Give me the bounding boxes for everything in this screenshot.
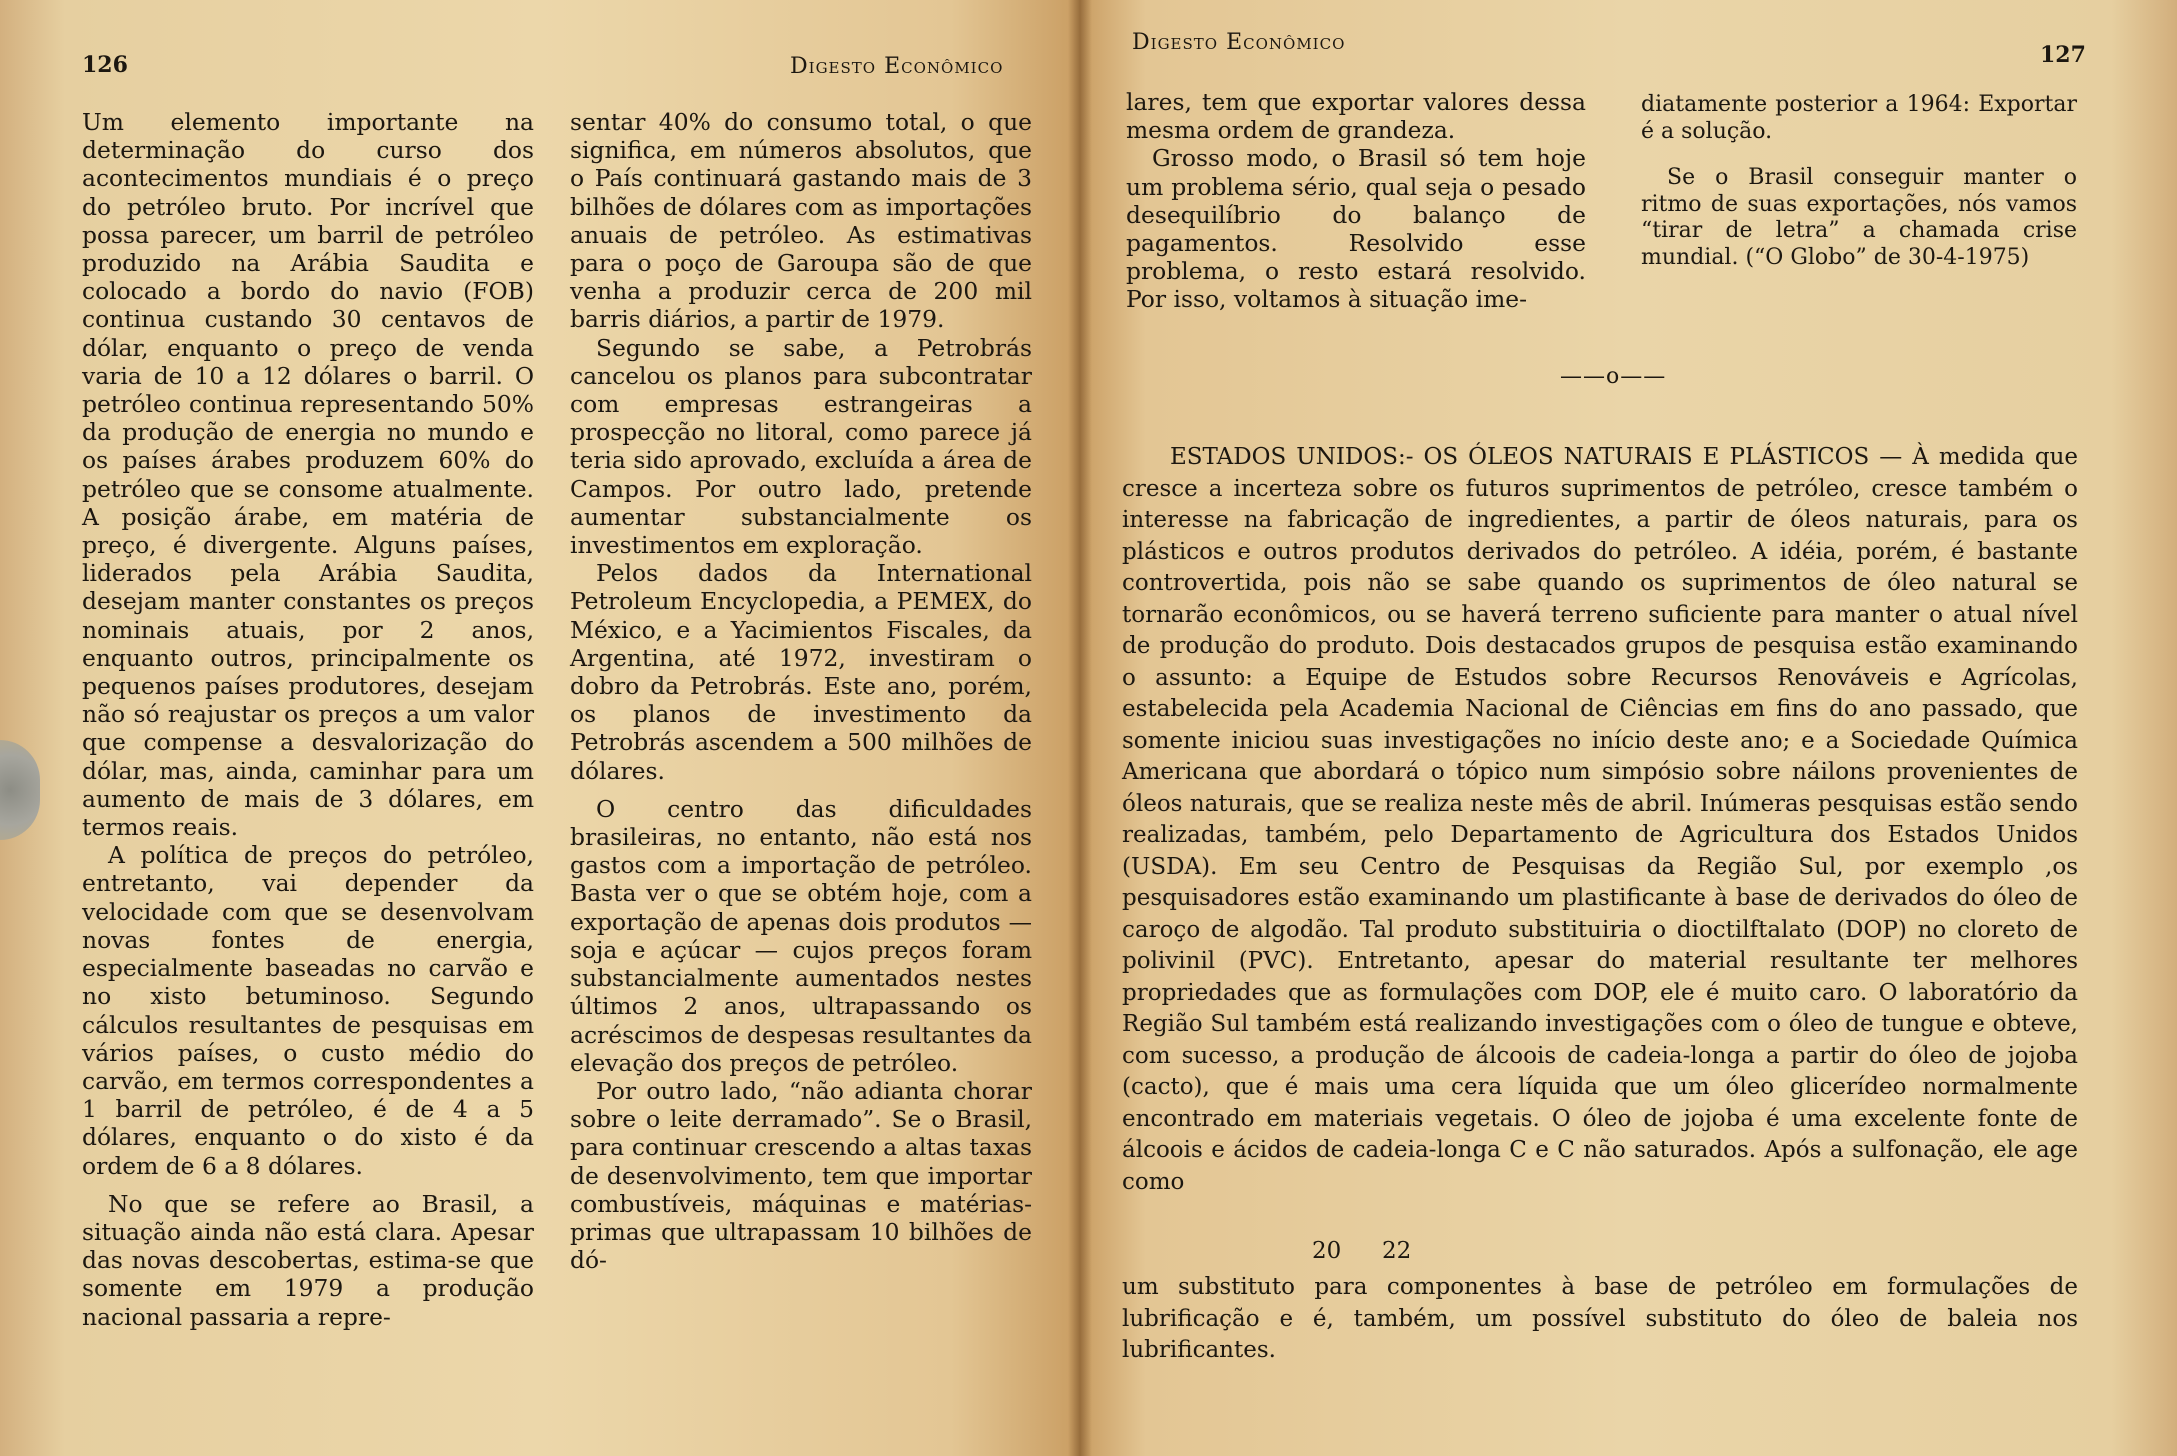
section-separator: ——o—— [1560,364,1667,389]
paragraph: No que se refere ao Brasil, a situação ainda não está clara. Apesar das novas descobertas, estima-se que somente em 1979 a produção nacional passaria a repre- [82,1189,534,1331]
paragraph: Pelos dados da International Petroleum Encyclopedia, a PEMEX, do México, e a Yacimientos Fiscales, da Argentina, até 1972, investiram o dobro da Petrobrás. Este ano, porém, os planos de investimento da Petrobrás ascendem a 500 milhões de dólares. [570,559,1032,785]
right-column-1 [1126,88,1586,314]
subscript: 22 [1382,1238,1412,1264]
paragraph: Grosso modo, o Brasil só tem hoje um problema sério, qual seja o pesado desequilíbrio do balanço de pagamentos. Resolvido esse problema, o resto estará resolvido. Por isso, voltamos à situação ime- [1126,144,1586,314]
page-number: 126 [82,52,128,78]
right-column-2 [1641,92,2077,272]
paragraph: A política de preços do petróleo, entretanto, vai depender da velocidade com que se desenvolvam novas fontes de energia, especialmente baseadas no carvão e no xisto betuminoso. Segundo cálculos resultantes de pesquisas em vários países, o custo médio do carvão, em termos correspondentes a 1 barril de petróleo, é de 4 a 5 dólares, enquanto o do xisto é da ordem de 6 a 8 dólares. [82,841,534,1180]
left-column-1 [82,108,534,1331]
paragraph: lares, tem que exportar valores dessa mesma ordem de grandeza. [1126,88,1586,145]
subscript: 20 [1312,1238,1342,1264]
page-number: 127 [2040,42,2086,68]
paragraph: O centro das dificuldades brasileiras, no entanto, não está nos gastos com a importação de petróleo. Basta ver o que se obtém hoje, com a exportação de apenas dois produtos — soja e açúcar — cujos preços foram substancialmente aumentados nestes últimos 2 anos, ultrapassando os acréscimos de despesas resultantes da elevação dos preços de petróleo. [570,794,1032,1077]
running-head: Digesto Econômico [790,54,1004,79]
left-page [0,0,1080,1456]
paragraph: Se o Brasil conseguir manter o ritmo de suas exportações, nós vamos “tirar de letra” a chamada crise mundial. (“O Globo” de 30-4-1975) [1641,165,2077,270]
binding-clip [0,740,40,840]
paragraph: diatamente posterior a 1964: Exportar é a solução. [1641,92,2077,144]
left-column-2 [570,108,1032,1274]
paragraph: sentar 40% do consumo total, o que significa, em números absolutos, que o País continuará gastando mais de 3 bilhões de dólares com as importações anuais de petróleo. As estimativas para o poço de Garoupa são de que venha a produzir cerca de 200 mil barris diários, a partir de 1979. [570,108,1032,334]
paragraph: Um elemento importante na determinação do curso dos acontecimentos mundiais é o preço do petróleo bruto. Por incrível que possa parecer, um barril de petróleo produzido na Arábia Saudita e colocado a bordo do navio (FOB) continua custando 30 centavos de dólar, enquanto o preço de venda varia de 10 a 12 dólares o barril. O petróleo continua representando 50% da produção de energia no mundo e os países árabes produzem 60% do petróleo que se consome atualmente. A posição árabe, em matéria de preço, é divergente. Alguns países, liderados pela Arábia Saudita, desejam manter constantes os preços nominais atuais, por 2 anos, enquanto outros, principalmente os pequenos países produtores, desejam não só reajustar os preços a um valor que compense a desvalorização do dólar, mas, ainda, caminhar para um aumento de mais de 3 dólares, em termos reais. [82,108,534,842]
paragraph: Por outro lado, “não adianta chorar sobre o leite derramado”. Se o Brasil, para continuar crescendo a altas taxas de desenvolvimento, tem que importar combustíveis, máquinas e matérias-primas que ultrapassam 10 bilhões de dó- [570,1076,1032,1275]
running-head: Digesto Econômico [1132,30,1346,55]
paragraph: ESTADOS UNIDOS:- OS ÓLEOS NATURAIS E PLÁSTICOS — À medida que cresce a incerteza sobre os futuros suprimentos de petróleo, cresce também o interesse na fabricação de ingredientes, a partir de óleos naturais, para os plásticos e outros produtos derivados do petróleo. A idéia, porém, é bastante controvertida, pois não se sabe quando os suprimentos de óleo natural se tornarão econômicos, ou se haverá terreno suficiente para manter o atual nível de produção do produto. Dois destacados grupos de pesquisa estão examinando o assunto: a Equipe de Estudos sobre Recursos Renováveis e Agrícolas, estabelecida pela Academia Nacional de Ciências em fins do ano passado, que somente iniciou suas investigações no início deste ano; e a Sociedade Química Americana que abordará o tópico num simpósio sobre náilons provenientes de óleos naturais, que se realiza neste mês de abril. Inúmeras pesquisas estão sendo realizadas, também, pelo Departamento de Agricultura dos Estados Unidos (USDA). Em seu Centro de Pesquisas da Região Sul, por exemplo ,os pesquisadores estão examinando um plastificante à base de derivados do óleo de caroço de algodão. Tal produto substituiria o dioctilftalato (DOP) no cloreto de polivinil (PVC). Entretanto, apesar do material resultante ter melhores propriedades que as formulações com DOP, ele é muito caro. O laboratório da Região Sul também está realizando investigações com o óleo de tungue e obteve, com sucesso, a produção de álcoois de cadeia-longa a partir do óleo de jojoba (cacto), que é mais uma cera líquida que um óleo glicerídeo normalmente encontrado em materiais vegetais. O óleo de jojoba é uma excelente fonte de álcoois e ácidos de cadeia-longa C e C não saturados. Após a sulfonação, ele age como [1122,444,2078,1195]
right-page [1080,0,2177,1456]
paragraph: um substituto para componentes à base de petróleo em formulações de lubrificação e é, também, um possível substituto do óleo de baleia nos lubrificantes. [1122,1274,2078,1363]
article-tail [1122,1272,2078,1367]
book-gutter [1068,0,1092,1456]
paragraph: Segundo se sabe, a Petrobrás cancelou os planos para subcontratar com empresas estrangeiras a prospecção no litoral, como parece já teria sido aprovado, excluída a área de Campos. Por outro lado, pretende aumentar substancialmente os investimentos em exploração. [570,333,1032,560]
article-lead [1122,442,2078,1198]
